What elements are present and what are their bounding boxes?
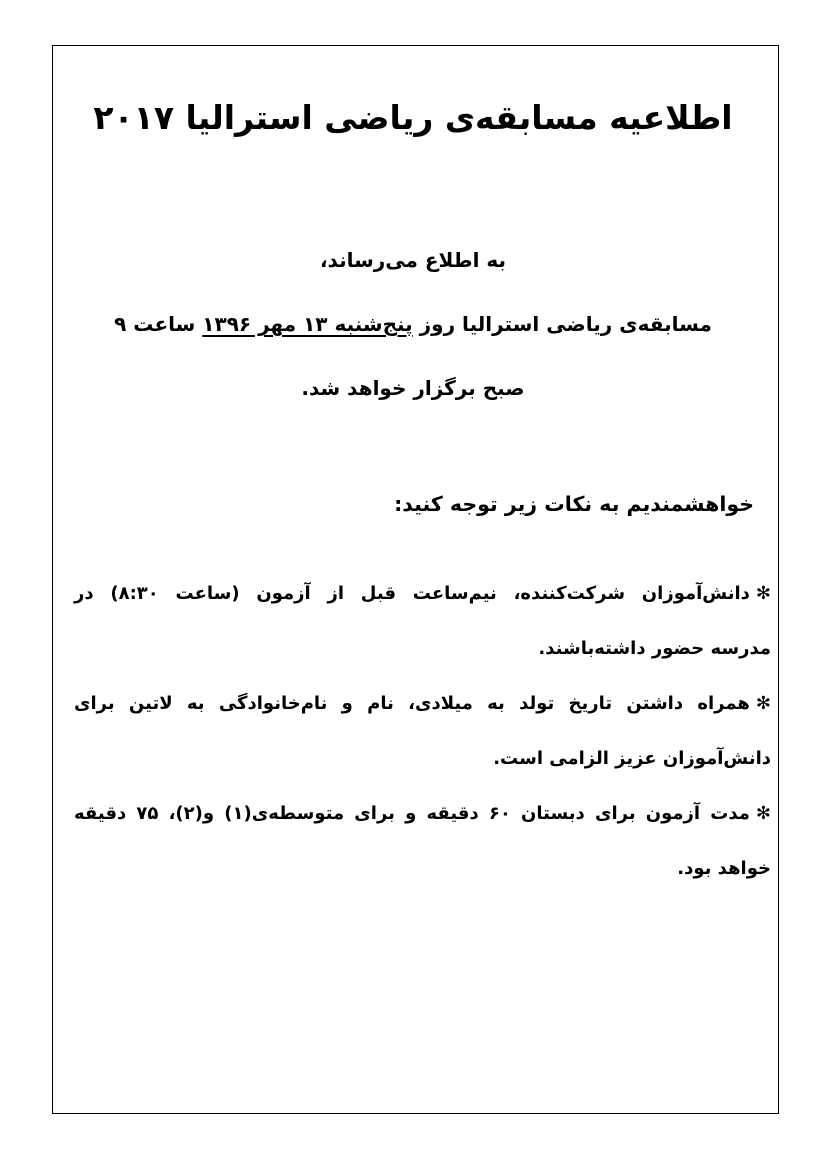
announcement-line-2-suffix: ساعت ۹ bbox=[114, 312, 203, 336]
announcement-line-2-prefix: مسابقه‌ی ریاضی استرالیا روز bbox=[412, 312, 712, 336]
note-2-line-1 bbox=[74, 682, 771, 737]
asterisk-icon: ✻ bbox=[755, 803, 771, 824]
announcement-line-2 bbox=[70, 300, 756, 364]
note-3-line-1 bbox=[74, 792, 771, 847]
note-1-text: دانش‌آموزان شرکت‌کننده، نیم‌ساعت قبل از آزمون (ساعت ۸:۳۰) در bbox=[74, 583, 750, 604]
announcement-block bbox=[70, 236, 756, 428]
note-2-text: همراه داشتن تاریخ تولد به میلادی، نام و نام‌خانوادگی به لاتین برای bbox=[74, 693, 750, 714]
asterisk-icon: ✻ bbox=[755, 693, 771, 714]
note-1-line-1 bbox=[74, 572, 771, 627]
note-2-line-2: دانش‌آموزان عزیز الزامی است. bbox=[493, 748, 771, 769]
page-title: اطلاعیه مسابقه‌ی ریاضی استرالیا ۲۰۱۷ bbox=[93, 98, 733, 137]
exam-date: پنج‌شنبه ۱۳ مهر ۱۳۹۶ bbox=[202, 312, 413, 336]
note-3-text: مدت آزمون برای دبستان ۶۰ دقیقه و برای متوسطه‌ی(۱) و(۲)، ۷۵ دقیقه bbox=[74, 803, 750, 824]
notes-list bbox=[74, 572, 771, 902]
note-3-line-2: خواهد بود. bbox=[677, 858, 771, 879]
announcement-line-1: به اطلاع می‌رساند، bbox=[319, 248, 507, 272]
announcement-line-3: صبح برگزار خواهد شد. bbox=[301, 376, 525, 400]
request-heading: خواهشمندیم به نکات زیر توجه کنید: bbox=[394, 492, 754, 516]
asterisk-icon: ✻ bbox=[755, 583, 772, 604]
note-1-line-2: مدرسه حضور داشته‌باشند. bbox=[538, 638, 771, 659]
